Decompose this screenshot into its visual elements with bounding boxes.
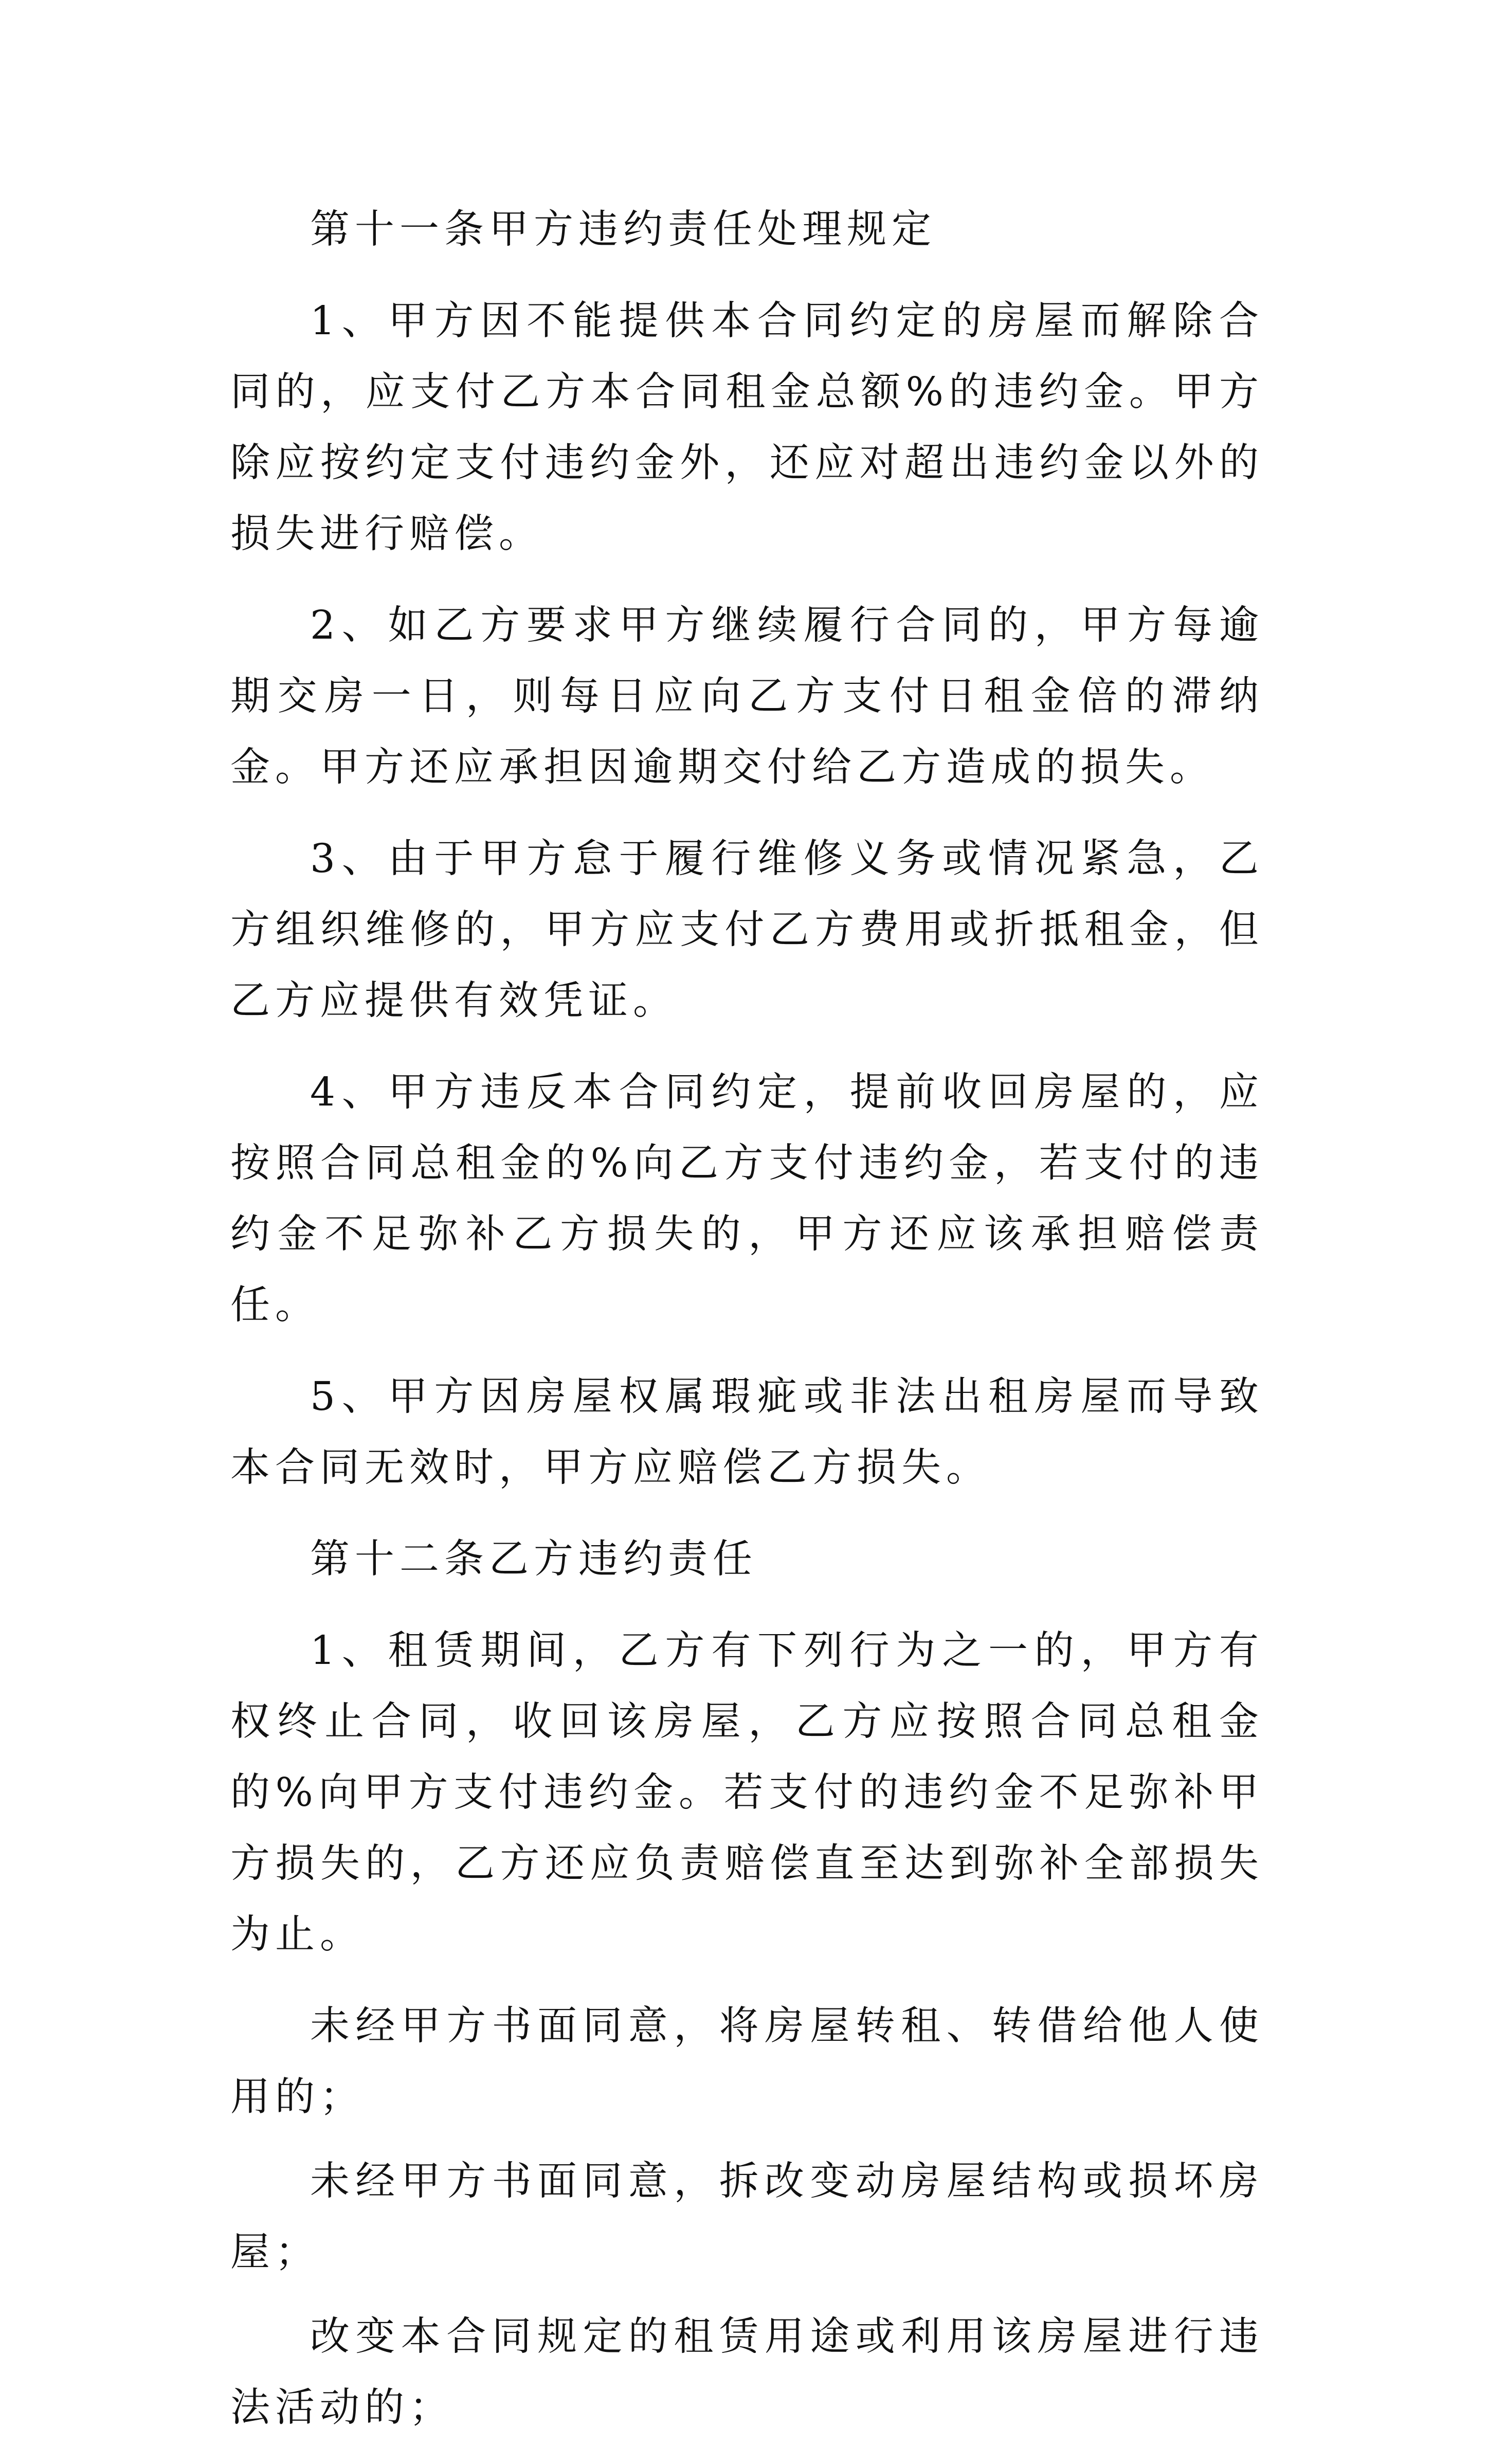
article-11-item-4: 4、甲方违反本合同约定，提前收回房屋的，应按照合同总租金的%向乙方支付违约金，若支付的违约金不足弥补乙方损失的，甲方还应该承担赔偿责任。	[230, 1070, 1264, 1328]
article-11-item-1: 1、甲方因不能提供本合同约定的房屋而解除合同的，应支付乙方本合同租金总额%的违约金。甲方除应按约定支付违约金外，还应对超出违约金以外的损失进行赔偿。	[230, 298, 1264, 557]
document-body	[230, 194, 1264, 2464]
article-12-case-1: 未经甲方书面同意，将房屋转租、转借给他人使用的；	[230, 2003, 1264, 2120]
article-11-item-3: 3、由于甲方怠于履行维修义务或情况紧急，乙方组织维修的，甲方应支付乙方费用或折抵租金，但乙方应提供有效凭证。	[230, 836, 1264, 1024]
article-12-case-3: 改变本合同规定的租赁用途或利用该房屋进行违法活动的；	[230, 2314, 1264, 2431]
article-12-case-2: 未经甲方书面同意，拆改变动房屋结构或损坏房屋；	[230, 2159, 1264, 2275]
article-11-title: 第十一条甲方违约责任处理规定	[310, 207, 936, 252]
article-12-title: 第十二条乙方违约责任	[310, 1536, 757, 1582]
article-11-item-2: 2、如乙方要求甲方继续履行合同的，甲方每逾期交房一日，则每日应向乙方支付日租金倍的滞纳金。甲方还应承担因逾期交付给乙方造成的损失。	[230, 603, 1264, 790]
article-11-item-5: 5、甲方因房屋权属瑕疵或非法出租房屋而导致本合同无效时，甲方应赔偿乙方损失。	[230, 1374, 1264, 1491]
article-12-item-1: 1、租赁期间，乙方有下列行为之一的，甲方有权终止合同，收回该房屋，乙方应按照合同总租金的%向甲方支付违约金。若支付的违约金不足弥补甲方损失的，乙方还应负责赔偿直至达到弥补全部损失为止。	[230, 1628, 1264, 1958]
